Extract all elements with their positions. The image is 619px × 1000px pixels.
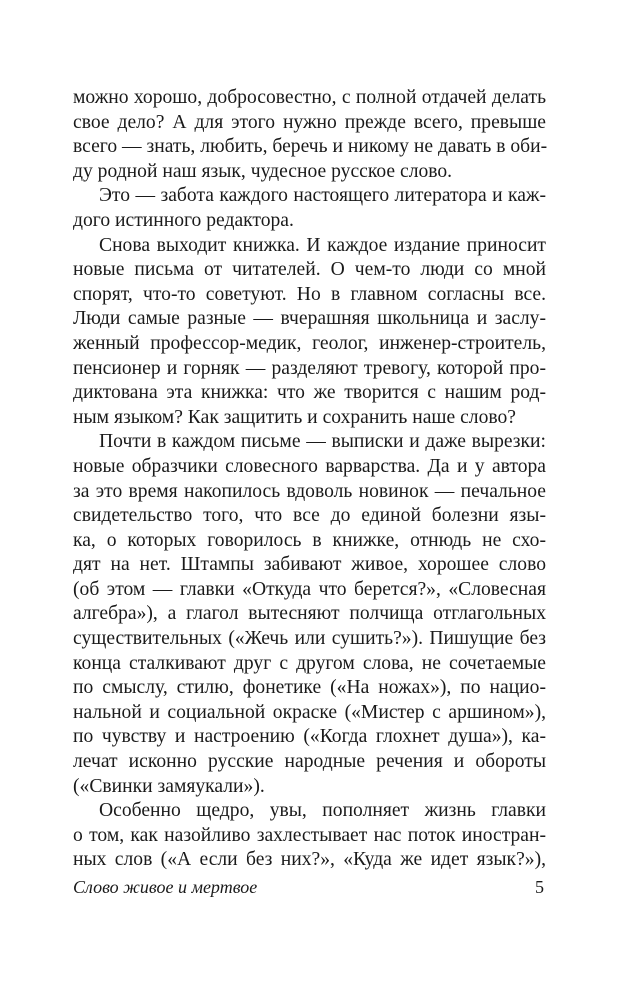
page-footer — [73, 874, 546, 900]
running-title: Слово живое и мертвое — [73, 877, 258, 897]
text-line: Почти в каждом письме — выписки и даже вырезки: — [99, 431, 546, 453]
paragraph — [73, 234, 546, 431]
text-line: дого истинного редактора. — [73, 209, 294, 231]
body-text — [73, 86, 546, 873]
text-line: («Свинки замяукали»). — [73, 775, 265, 797]
text-line: Снова выходит книжка. И каждое издание приносит — [99, 234, 546, 256]
text-line: новые образчики словесного варварства. Да и у автора — [73, 455, 546, 477]
paragraph — [73, 184, 546, 233]
text-line: ду родной наш язык, чудесное русское слово. — [73, 160, 453, 182]
text-line: пенсионер и горняк — разделяют тревогу, которой про- — [73, 357, 546, 379]
text-line: можно хорошо, добросовестно, с полной отдачей делать — [73, 87, 546, 108]
text-line: новые письма от читателей. О чем-то люди со мной — [73, 259, 546, 281]
text-line: по смыслу, стилю, фонетике («На ножах»), по нацио- — [73, 677, 546, 699]
text-line: спорят, что-то советуют. Но в главном согласны все. — [73, 283, 546, 305]
text-line: о том, как назойливо захлестывает нас поток иностран- — [73, 824, 546, 846]
text-line: (об этом — главки «Откуда что берется?», «Словесная — [73, 578, 546, 600]
text-line: диктована эта книжка: что же творится с нашим род- — [73, 382, 546, 404]
text-line: ным языком? Как защитить и сохранить наше слово? — [73, 406, 516, 428]
text-line: нальной и социальной окраске («Мистер с аршином»), — [73, 701, 546, 723]
text-line: за это время накопилось вдоволь новинок — печальное — [73, 480, 546, 502]
text-line: Люди самые разные — вчерашняя школьница и заслу- — [73, 308, 546, 330]
page-number: 5 — [535, 877, 544, 897]
text-line: дят на нет. Штампы забивают живое, хорошее слово — [73, 554, 546, 576]
paragraph — [73, 86, 546, 184]
text-line: свое дело? А для этого нужно прежде всего, превыше — [73, 111, 546, 133]
text-line: Это — забота каждого настоящего литератора и каж- — [99, 185, 546, 207]
text-line: Особенно щедро, увы, пополняет жизнь главки — [99, 800, 546, 822]
text-line: ных слов («А если без них?», «Куда же идет язык?»), — [73, 849, 546, 871]
text-line: ка, о которых говорилось в книжке, отнюдь не схо- — [73, 529, 546, 551]
text-line: по чувству и настроению («Когда глохнет душа»), ка- — [73, 726, 546, 748]
text-line: свидетельство того, что все до единой болезни язы- — [73, 505, 546, 527]
text-line: конца сталкивают друг с другом слова, не сочетаемые — [73, 652, 546, 674]
text-line: алгебра»), а глагол вытесняют полчища отглагольных — [73, 603, 546, 625]
text-line: существительных («Жечь или сушить?»). Пишущие без — [73, 628, 546, 650]
paragraph — [73, 430, 546, 799]
paragraph — [73, 799, 546, 873]
text-line: лечат исконно русские народные речения и обороты — [73, 751, 546, 773]
text-line: всего — знать, любить, беречь и никому не давать в оби- — [73, 136, 548, 158]
text-line: женный профессор-медик, геолог, инженер-строитель, — [73, 332, 546, 354]
